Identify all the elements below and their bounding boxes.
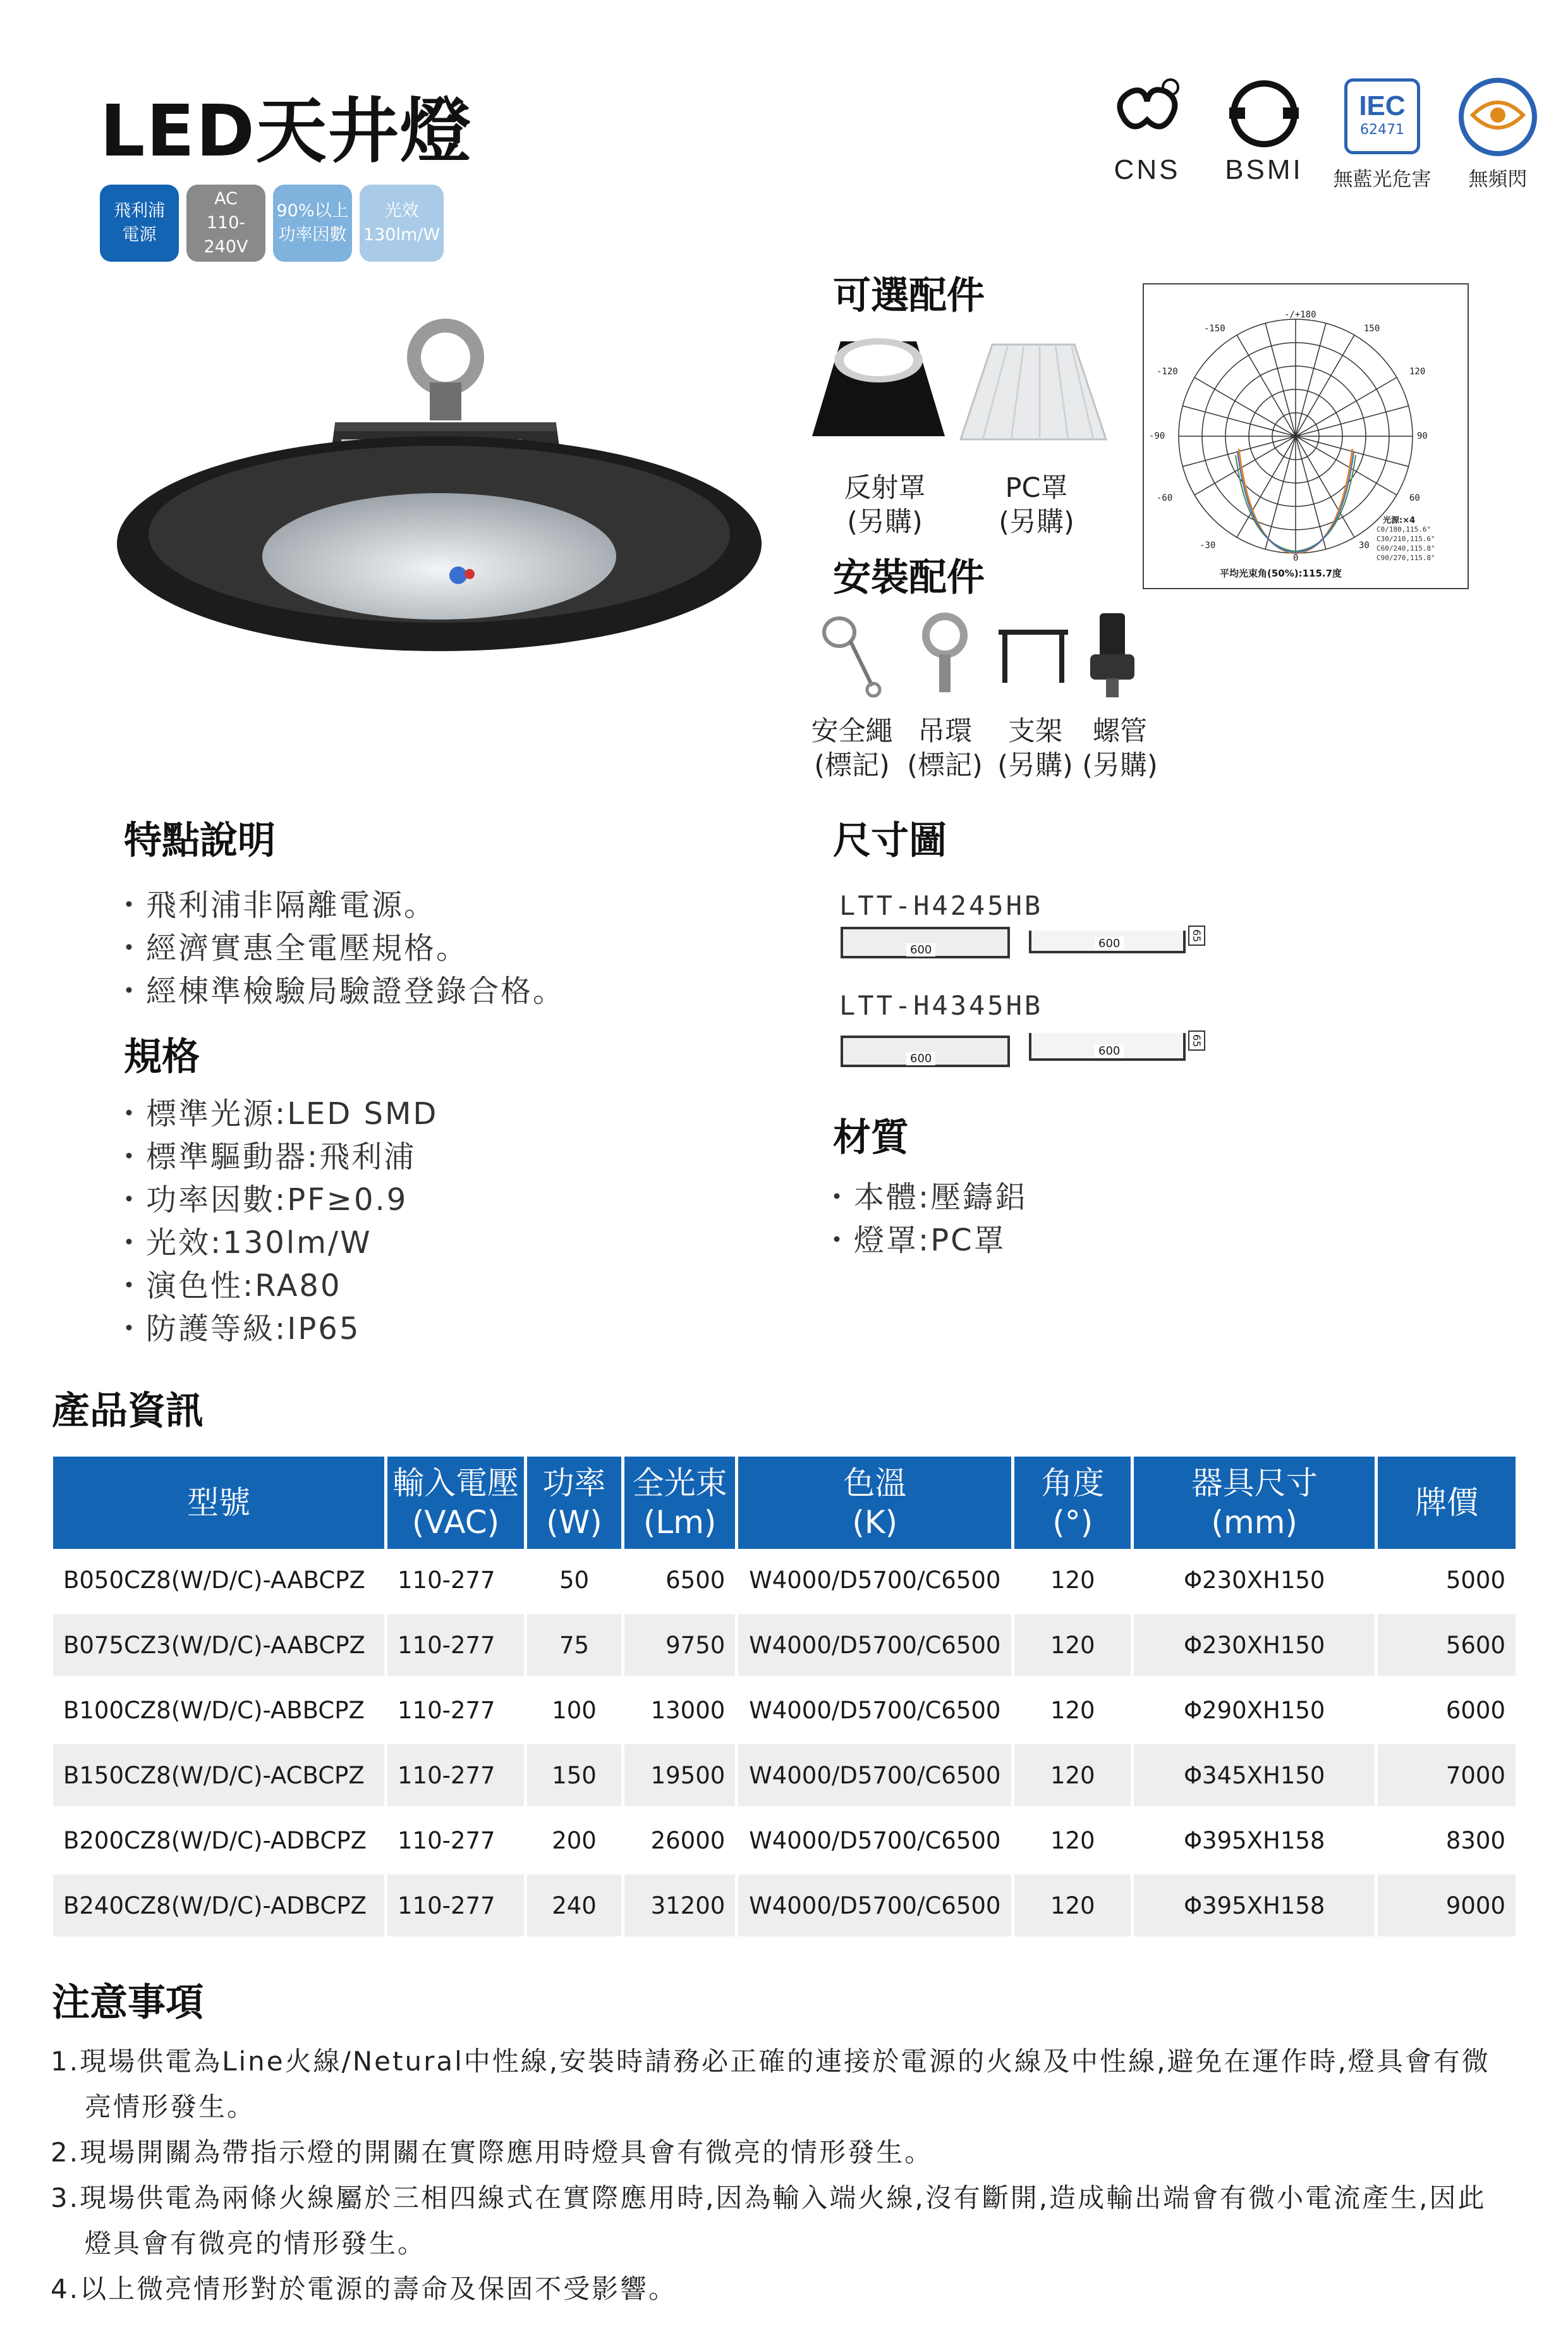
cell-model: B050CZ8(W/D/C)-AABCPZ (53, 1549, 384, 1614)
cell-cct: W4000/D5700/C6500 (738, 1874, 1011, 1940)
cell-power: 150 (527, 1744, 621, 1809)
list-item: ・ 標準驅動器:飛利浦 (114, 1135, 438, 1178)
eye-bolt-name: 吊環 (918, 716, 972, 747)
safety-rope-note: (標記) (814, 750, 890, 781)
list-item: ・ 經濟實惠全電壓規格。 (114, 927, 565, 970)
cell-size: Φ230XH150 (1134, 1549, 1375, 1614)
header-unit: (VAC) (411, 1504, 500, 1541)
cell-cct: W4000/D5700/C6500 (738, 1744, 1011, 1809)
iec-text: IEC (1359, 90, 1406, 121)
cns-logo (1100, 76, 1194, 186)
cell-voltage: 110-277 (387, 1874, 524, 1940)
cell-lumen: 9750 (624, 1614, 735, 1679)
badge-power-factor (273, 185, 352, 262)
list-item: ・ 經棟準檢驗局驗證登錄合格。 (114, 970, 565, 1013)
polar-legend-title: 光源:×4 (1383, 516, 1416, 525)
dimension-length: 600 (1095, 1044, 1124, 1058)
dimension-model-name: LTT-H4245HB (839, 890, 1043, 921)
high-bay-light-image (111, 310, 768, 689)
header-unit: (W) (546, 1504, 602, 1541)
notes-list (51, 2039, 1504, 2312)
badge-line2: 110-240V (204, 213, 248, 257)
eye-icon (1457, 76, 1539, 158)
dimensions-heading: 尺寸圖 (833, 819, 947, 863)
header-unit: (mm) (1211, 1504, 1298, 1541)
iec-logo (1322, 76, 1442, 192)
polar-angle-label: -30 (1200, 541, 1216, 551)
safety-rope-label (808, 714, 896, 783)
cell-model: B150CZ8(W/D/C)-ACBCPZ (53, 1744, 384, 1809)
cell-angle: 120 (1014, 1679, 1131, 1744)
cell-lumen: 31200 (624, 1874, 735, 1940)
cell-price: 8300 (1378, 1809, 1516, 1874)
cell-voltage: 110-277 (387, 1679, 524, 1744)
list-item: ・ 本體:壓鑄鋁 (822, 1176, 1027, 1219)
cell-size: Φ230XH150 (1134, 1614, 1375, 1679)
list-item: ・ 標準光源:LED SMD (114, 1092, 438, 1135)
list-item: ・ 功率因數:PF≥0.9 (114, 1178, 438, 1221)
col-header-model (53, 1457, 384, 1549)
dimension-height: 65 (1188, 926, 1205, 946)
dimension-length: 600 (906, 1052, 935, 1065)
note-item: 3.現場供電為兩條火線屬於三相四線式在實際應用時,因為輸入端火線,沒有斷開,造成輸出端會有微小電流產生,因此燈具會有微亮的情形發生。 (51, 2182, 1486, 2259)
product-info-heading: 產品資訊 (52, 1389, 204, 1433)
polar-angle-label: 90 (1417, 431, 1428, 441)
cell-size: Φ395XH158 (1134, 1809, 1375, 1874)
cell-cct: W4000/D5700/C6500 (738, 1549, 1011, 1614)
flicker-free-logo (1454, 76, 1542, 192)
cns-label: CNS (1114, 154, 1181, 185)
material-heading: 材質 (833, 1116, 909, 1160)
bsmi-logo (1213, 76, 1315, 186)
eye-bolt-image (910, 610, 980, 699)
table-row (53, 1874, 1516, 1940)
flicker-free-label: 無頻閃 (1468, 168, 1528, 191)
cell-cct: W4000/D5700/C6500 (738, 1614, 1011, 1679)
conduit-label (1076, 714, 1164, 783)
badge-line1: AC (214, 189, 238, 209)
polar-angle-label: 120 (1409, 367, 1426, 377)
table-header-row (53, 1457, 1516, 1549)
list-item: ・ 防護等級:IP65 (114, 1307, 438, 1350)
col-header-cct (738, 1457, 1011, 1549)
cell-size: Φ345XH150 (1134, 1744, 1375, 1809)
cell-angle: 120 (1014, 1614, 1131, 1679)
badge-power-supply (100, 185, 179, 262)
dimension-model-name: LTT-H4345HB (839, 990, 1043, 1021)
cell-price: 6000 (1378, 1679, 1516, 1744)
polar-angle-label: -/+180 (1284, 310, 1316, 320)
cell-size: Φ290XH150 (1134, 1679, 1375, 1744)
col-header-voltage (387, 1457, 524, 1549)
specs-list (114, 1092, 438, 1350)
conduit-name: 螺管 (1093, 716, 1147, 747)
dimension-drawing-side (841, 1036, 1010, 1067)
polar-angle-label: 60 (1409, 493, 1420, 503)
badge-line2: 電源 (122, 225, 157, 245)
col-header-size (1134, 1457, 1375, 1549)
dimension-drawing-front (1029, 1033, 1186, 1061)
cell-lumen: 6500 (624, 1549, 735, 1614)
dimension-length: 600 (906, 943, 935, 957)
cell-model: B200CZ8(W/D/C)-ADBCPZ (53, 1809, 384, 1874)
cell-voltage: 110-277 (387, 1614, 524, 1679)
polar-angle-label: 0 (1293, 553, 1299, 563)
badge-efficacy (360, 185, 444, 262)
cns-mark-icon (1100, 76, 1194, 152)
pc-cover-label (980, 471, 1093, 539)
list-item: ・ 演色性:RA80 (114, 1264, 438, 1307)
cell-angle: 120 (1014, 1549, 1131, 1614)
polar-angle-label: -90 (1149, 431, 1165, 441)
list-item: ・ 燈罩:PC罩 (822, 1219, 1027, 1262)
pc-cover-note: (另購) (999, 506, 1074, 538)
mount-accessories-heading: 安裝配件 (833, 556, 985, 600)
header-unit: (Lm) (643, 1504, 717, 1541)
specs-heading: 規格 (124, 1035, 200, 1079)
page-title: LED天井燈 (100, 90, 472, 173)
polar-caption: 平均光束角(50%):115.7度 (1220, 568, 1342, 579)
list-item: ・ 飛利浦非隔離電源。 (114, 884, 565, 927)
bsmi-mark-icon (1217, 76, 1311, 152)
conduit-image (1084, 610, 1141, 699)
pc-cover-name: PC罩 (1005, 472, 1068, 504)
col-header-price (1378, 1457, 1516, 1549)
eye-bolt-label (901, 714, 989, 783)
header-label: 輸入電壓 (392, 1465, 520, 1501)
cell-power: 100 (527, 1679, 621, 1744)
cell-model: B075CZ3(W/D/C)-AABCPZ (53, 1614, 384, 1679)
cell-lumen: 19500 (624, 1744, 735, 1809)
list-item: ・ 光效:130lm/W (114, 1221, 438, 1264)
bracket-image (992, 620, 1074, 689)
product-table (50, 1457, 1519, 1940)
table-row (53, 1809, 1516, 1874)
cell-cct: W4000/D5700/C6500 (738, 1679, 1011, 1744)
header-label: 全光束 (632, 1465, 727, 1501)
badge-line2: 130lm/W (363, 225, 441, 245)
cell-lumen: 13000 (624, 1679, 735, 1744)
dimension-drawing-front (1029, 931, 1186, 953)
features-list (114, 884, 565, 1013)
badge-voltage (186, 185, 265, 262)
bracket-note: (另購) (997, 750, 1073, 781)
header-unit: (K) (852, 1504, 898, 1541)
cell-power: 75 (527, 1614, 621, 1679)
badge-line1: 光效 (384, 201, 419, 221)
cell-price: 5000 (1378, 1549, 1516, 1614)
iec-mark-icon (1344, 78, 1420, 154)
cell-angle: 120 (1014, 1874, 1131, 1940)
badge-line2: 功率因數 (278, 225, 347, 245)
table-row (53, 1679, 1516, 1744)
reflector-note: (另購) (847, 506, 923, 538)
safety-rope-name: 安全繩 (811, 716, 893, 747)
col-header-angle (1014, 1457, 1131, 1549)
cell-model: B100CZ8(W/D/C)-ABBCPZ (53, 1679, 384, 1744)
polar-legend-item: C90/270,115.8° (1377, 554, 1435, 562)
header-label: 器具尺寸 (1191, 1465, 1318, 1501)
eye-bolt-note: (標記) (907, 750, 983, 781)
table-row (53, 1744, 1516, 1809)
cell-angle: 120 (1014, 1744, 1131, 1809)
reflector-name: 反射罩 (844, 472, 926, 504)
bracket-label (991, 714, 1079, 783)
cell-price: 5600 (1378, 1614, 1516, 1679)
badge-line1: 90%以上 (276, 201, 349, 221)
safety-rope-image (815, 610, 885, 699)
header-label: 功率 (542, 1465, 606, 1501)
dimension-height: 65 (1188, 1030, 1205, 1051)
cell-voltage: 110-277 (387, 1549, 524, 1614)
polar-legend-item: C0/180,115.6° (1377, 525, 1431, 534)
dimension-drawing-side (841, 927, 1010, 958)
conduit-note: (另購) (1082, 750, 1158, 781)
iec-number: 62471 (1360, 122, 1404, 138)
features-heading: 特點說明 (124, 819, 276, 863)
header-unit: (°) (1052, 1504, 1093, 1541)
cell-price: 9000 (1378, 1874, 1516, 1940)
table-row (53, 1614, 1516, 1679)
polar-angle-label: -120 (1157, 367, 1178, 377)
material-list (822, 1176, 1027, 1262)
cell-voltage: 110-277 (387, 1744, 524, 1809)
cell-angle: 120 (1014, 1809, 1131, 1874)
polar-angle-label: 150 (1364, 324, 1380, 334)
cell-power: 200 (527, 1809, 621, 1874)
note-item: 4.以上微亮情形對於電源的壽命及保固不受影響。 (51, 2273, 678, 2304)
polar-angle-label: -150 (1204, 324, 1225, 334)
polar-chart (1143, 283, 1469, 589)
badge-line1: 飛利浦 (114, 201, 165, 221)
col-header-power (527, 1457, 621, 1549)
header-label: 角度 (1041, 1465, 1105, 1501)
pc-cover-image (957, 335, 1109, 449)
reflector-label (828, 471, 942, 539)
polar-legend-item: C60/240,115.8° (1377, 544, 1435, 553)
note-item: 2.現場開關為帶指示燈的開關在實際應用時燈具會有微亮的情形發生。 (51, 2137, 933, 2168)
bsmi-label: BSMI (1225, 154, 1303, 185)
reflector-image (809, 335, 948, 449)
cell-size: Φ395XH158 (1134, 1874, 1375, 1940)
header-label: 型號 (186, 1484, 250, 1521)
bracket-name: 支架 (1008, 716, 1062, 747)
product-table-body (53, 1549, 1516, 1940)
polar-legend (1377, 525, 1435, 563)
polar-angle-label: -60 (1157, 493, 1173, 503)
dimension-length: 600 (1095, 937, 1124, 950)
table-row (53, 1549, 1516, 1614)
cell-model: B240CZ8(W/D/C)-ADBCPZ (53, 1874, 384, 1940)
cell-price: 7000 (1378, 1744, 1516, 1809)
cell-voltage: 110-277 (387, 1809, 524, 1874)
cell-power: 50 (527, 1549, 621, 1614)
header-label: 色溫 (843, 1465, 907, 1501)
cell-cct: W4000/D5700/C6500 (738, 1809, 1011, 1874)
optional-accessories-heading: 可選配件 (833, 274, 985, 318)
notes-heading: 注意事項 (52, 1981, 204, 2025)
col-header-lumen (624, 1457, 735, 1549)
cell-power: 240 (527, 1874, 621, 1940)
no-blue-light-label: 無藍光危害 (1333, 168, 1431, 191)
header-label: 牌價 (1415, 1484, 1479, 1521)
polar-angle-label: 30 (1359, 541, 1370, 551)
note-item: 1.現場供電為Line火線/Netural中性線,安裝時請務必正確的連接於電源的火線及中性線,避免在運作時,燈具會有微亮情形發生。 (51, 2046, 1490, 2122)
polar-legend-item: C30/210,115.6° (1377, 535, 1435, 543)
cell-lumen: 26000 (624, 1809, 735, 1874)
